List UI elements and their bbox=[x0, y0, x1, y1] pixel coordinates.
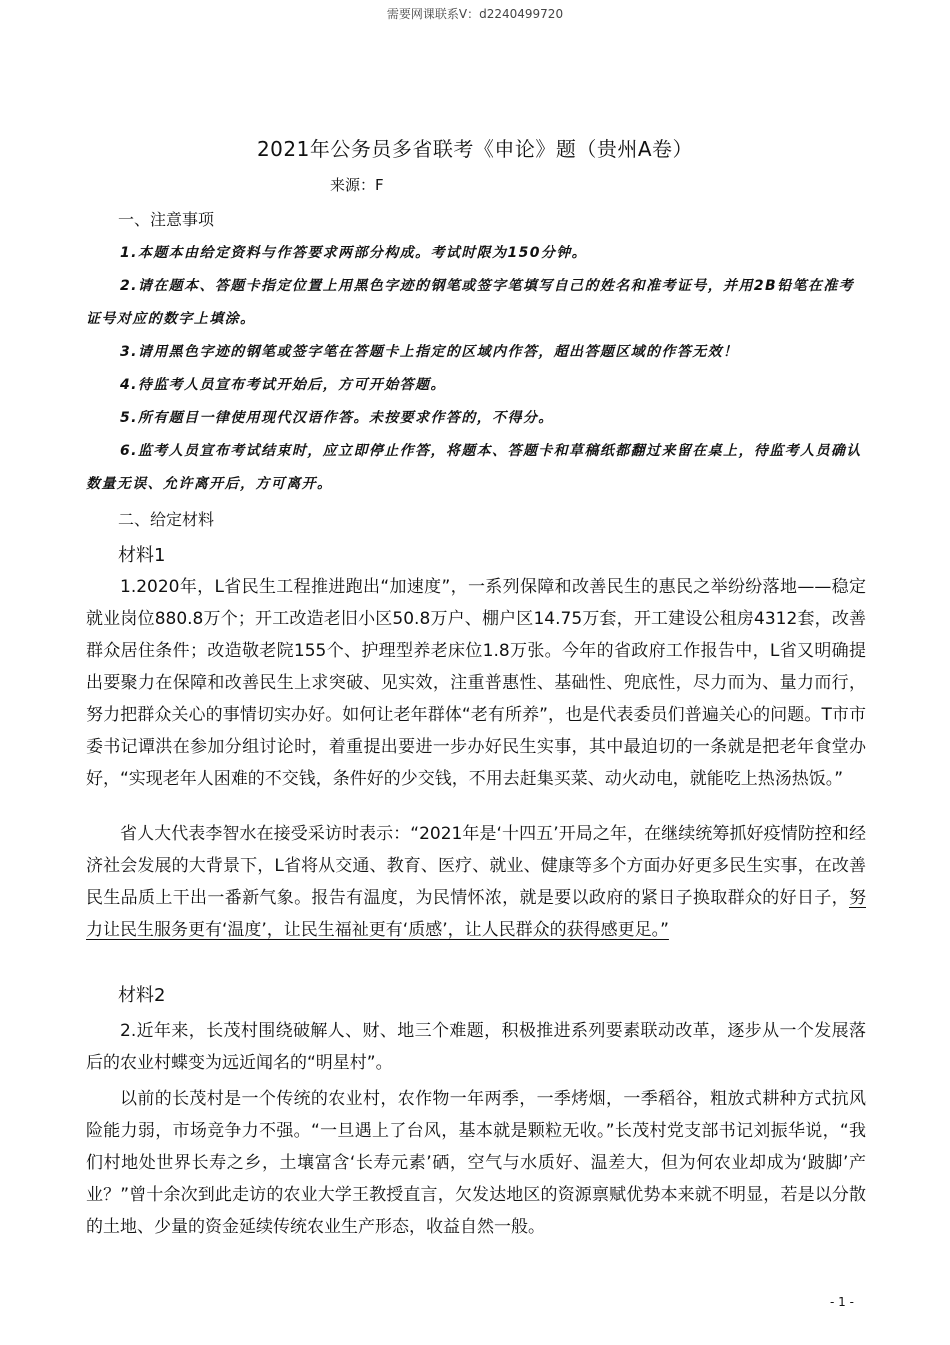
document-title: 2021年公务员多省联考《申论》题（贵州A卷） bbox=[256, 137, 694, 161]
underlined-quote: 努力让民生服务更有‘温度’，让民生福祉更有‘质感’，让人民群众的获得感更足。” bbox=[86, 888, 866, 940]
section-heading-materials: 二、给定材料 bbox=[118, 510, 215, 529]
watermark: 需要网课联系V：d2240499720 bbox=[386, 7, 564, 21]
notice-item-5: 5.所有题目一律使用现代汉语作答。未按要求作答的，不得分。 bbox=[120, 410, 554, 426]
material-1-paragraph-2 bbox=[86, 818, 866, 946]
material-2-paragraph-2: 以前的长茂村是一个传统的农业村，农作物一年两季，一季烤烟，一季稻谷，粗放式耕种方式抗风险能力弱，市场竞争力不强。“一旦遇上了台风，基本就是颗粒无收。”长茂村党支部书记刘振华说，“我们村地处世界长寿之乡，土壤富含‘长寿元素’硒，空气与水质好、温差大，但为何农业却成为‘跛脚’产业？”曾十余次到此走访的农业大学王教授直言，欠发达地区的资源禀赋优势本来就不明显，若是以分散的土地、少量的资金延续传统农业生产形态，收益自然一般。 bbox=[86, 1089, 866, 1237]
material-1-paragraph-1: 1.2020年，L省民生工程推进跑出“加速度”，一系列保障和改善民生的惠民之举纷纷落地——稳定就业岗位880.8万个；开工改造老旧小区50.8万户、棚户区14.75万套，开工建设公租房4312套，改善群众居住条件；改造敬老院155个、护理型养老床位1.8万张。今年的省政府工作报告中，L省又明确提出要聚力在保障和改善民生上求突破、见实效，注重普惠性、基础性、兜底性，尽力而为、量力而行，努力把群众关心的事情切实办好。如何让老年群体“老有所养”，也是代表委员们普遍关心的问题。T市市委书记谭洪在参加分组讨论时，着重提出要进一步办好民生实事，其中最迫切的一条就是把老年食堂办好，“实现老年人困难的不交钱，条件好的少交钱，不用去赶集买菜、动火动电，就能吃上热汤热饭。” bbox=[86, 577, 866, 789]
material-2-heading: 材料2 bbox=[118, 985, 166, 1006]
notice-item-6: 6.监考人员宣布考试结束时，应立即停止作答，将题本、答题卡和草稿纸都翻过来留在桌上，待监考人员确认数量无误、允许离开后，方可离开。 bbox=[86, 443, 862, 492]
material-2-paragraph-1: 2.近年来，长茂村围绕破解人、财、地三个难题，积极推进系列要素联动改革，逐步从一个发展落后的农业村蝶变为远近闻名的“明星村”。 bbox=[86, 1021, 866, 1073]
notice-item-3: 3.请用黑色字迹的钢笔或签字笔在答题卡上指定的区域内作答，超出答题区域的作答无效！ bbox=[120, 344, 739, 360]
material-1-heading: 材料1 bbox=[118, 545, 166, 566]
notice-item-2: 2.请在题本、答题卡指定位置上用黑色字迹的钢笔或签字笔填写自己的姓名和准考证号，并用2B铅笔在准考证号对应的数字上填涂。 bbox=[86, 278, 855, 327]
page-number: - 1 - bbox=[830, 1295, 854, 1309]
section-heading-notice: 一、注意事项 bbox=[118, 210, 215, 229]
notice-item-1: 1.本题本由给定资料与作答要求两部分构成。考试时限为150分钟。 bbox=[120, 245, 588, 261]
material-1-paragraph-2-text: 省人大代表李智水在接受采访时表示：“2021年是‘十四五’开局之年，在继续统筹抓好疫情防控和经济社会发展的大背景下，L省将从交通、教育、医疗、就业、健康等多个方面办好更多民生实事，在改善民生品质上干出一番新气象。报告有温度，为民情怀浓，就是要以政府的紧日子换取群众的好日子， bbox=[86, 824, 866, 908]
source-line: 来源：F bbox=[330, 176, 384, 194]
notice-item-4: 4.待监考人员宣布考试开始后，方可开始答题。 bbox=[120, 377, 446, 393]
